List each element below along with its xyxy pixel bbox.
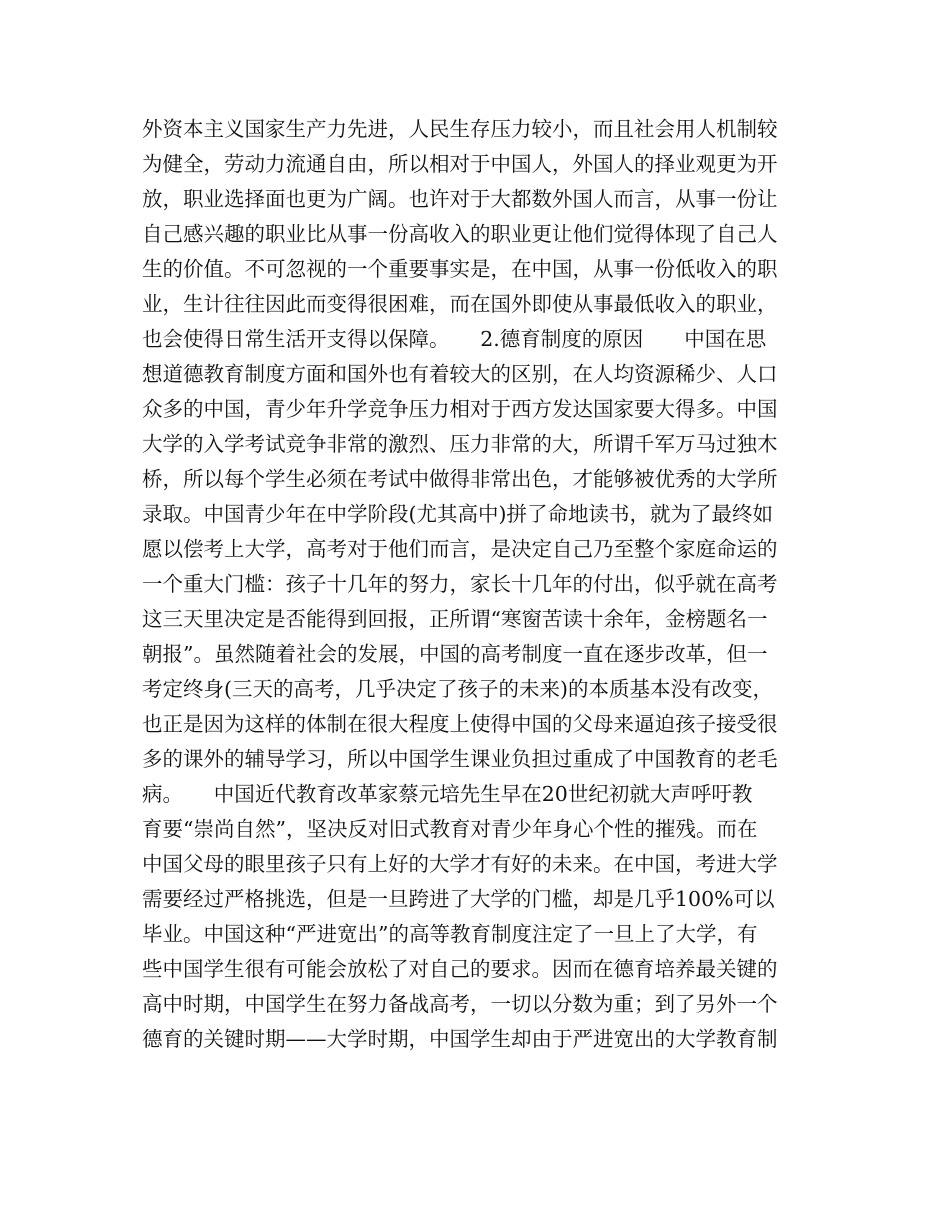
text-line: 自己感兴趣的职业比从事一份高收入的职业更让他们觉得体现了自己人 [142, 222, 778, 246]
text-line: 外资本主义国家生产力先进，人民生存压力较小，而且社会用人机制较 [142, 117, 778, 141]
text-line: 需要经过严格挑选，但是一旦跨进了大学的门槛，却是几乎100%可以 [142, 887, 775, 911]
text-line: 一个重大门槛：孩子十几年的努力，家长十几年的付出，似乎就在高考 [142, 572, 778, 596]
text-line: 放，职业选择面也更为广阔。也许对于大都数外国人而言，从事一份让 [142, 187, 778, 211]
text-line: 桥，所以每个学生必须在考试中做得非常出色，才能够被优秀的大学所 [142, 467, 778, 491]
text-line: 录取。中国青少年在中学阶段(尤其高中)拼了命地读书，就为了最终如 [142, 502, 773, 526]
text-line: 也会使得日常生活开支得以保障。 2.德育制度的原因 中国在思 [142, 327, 767, 351]
text-line: 高中时期，中国学生在努力备战高考，一切以分数为重；到了另外一个 [142, 992, 778, 1016]
text-line: 为健全，劳动力流通自由，所以相对于中国人，外国人的择业观更为开 [142, 152, 778, 176]
text-line: 众多的中国，青少年升学竞争压力相对于西方发达国家要大得多。中国 [142, 397, 778, 421]
text-line: 些中国学生很有可能会放松了对自己的要求。因而在德育培养最关键的 [142, 957, 778, 981]
text-line: 病。 中国近代教育改革家蔡元培先生早在20世纪初就大声呼吁教 [142, 782, 753, 806]
text-line: 想道德教育制度方面和国外也有着较大的区别，在人均资源稀少、人口 [142, 362, 778, 386]
text-line: 毕业。中国这种“严进宽出”的高等教育制度注定了一旦上了大学，有 [142, 922, 758, 946]
text-line: 朝报”。虽然随着社会的发展，中国的高考制度一直在逐步改革，但一 [142, 642, 768, 666]
text-line: 德育的关键时期——大学时期，中国学生却由于严进宽出的大学教育制 [142, 1027, 778, 1051]
text-line: 也正是因为这样的体制在很大程度上使得中国的父母来逼迫孩子接受很 [142, 712, 778, 736]
text-line: 生的价值。不可忽视的一个重要事实是，在中国，从事一份低收入的职 [142, 257, 778, 281]
text-line: 中国父母的眼里孩子只有上好的大学才有好的未来。在中国，考进大学 [142, 852, 778, 876]
text-line: 这三天里决定是否能得到回报，正所谓“寒窗苦读十余年，金榜题名一 [142, 607, 768, 631]
text-line: 考定终身(三天的高考，几乎决定了孩子的未来)的本质基本没有改变， [142, 677, 773, 701]
text-line: 多的课外的辅导学习，所以中国学生课业负担过重成了中国教育的老毛 [142, 747, 778, 771]
body-text [142, 112, 822, 1057]
text-line: 业，生计往往因此而变得很困难，而在国外即使从事最低收入的职业， [142, 292, 778, 316]
text-line: 育要“崇尚自然”，坚决反对旧式教育对青少年身心个性的摧残。而在 [142, 817, 758, 841]
text-line: 愿以偿考上大学，高考对于他们而言，是决定自己乃至整个家庭命运的 [142, 537, 778, 561]
text-line: 大学的入学考试竞争非常的激烈、压力非常的大，所谓千军万马过独木 [142, 432, 778, 456]
